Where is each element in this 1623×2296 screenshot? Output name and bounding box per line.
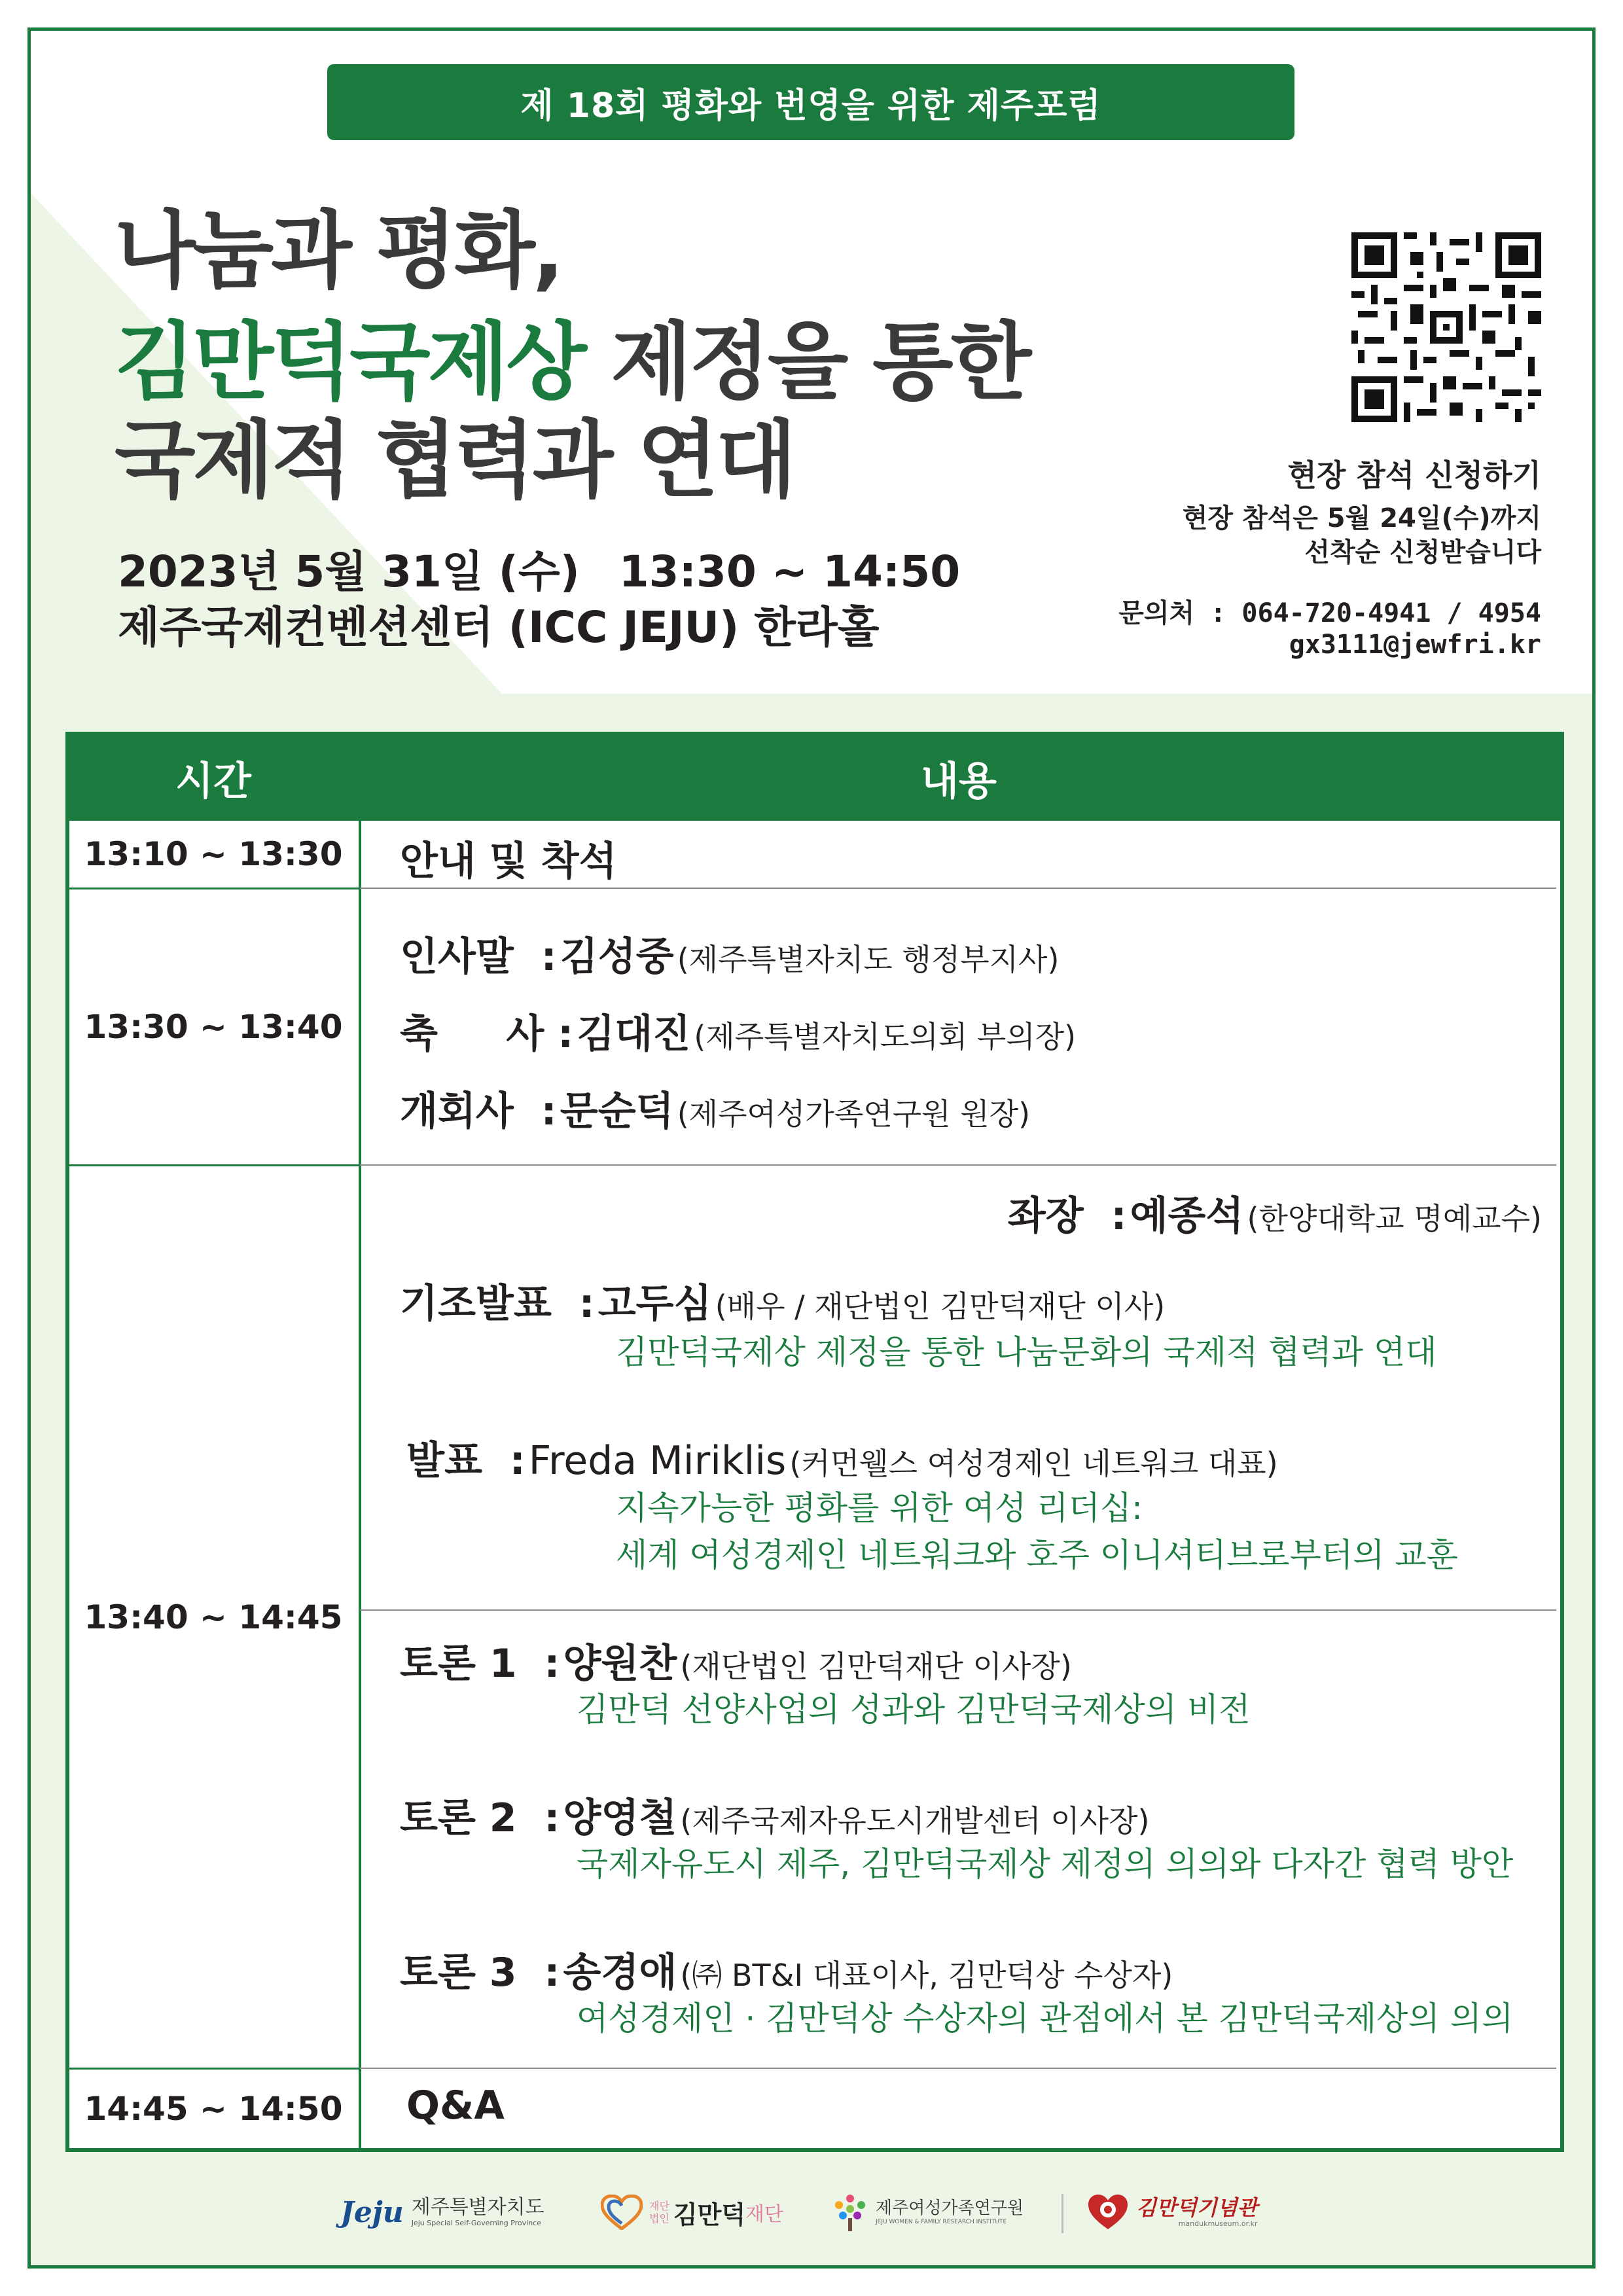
speaker-affiliation: (제주특별자치도 행정부지사) (677, 942, 1060, 977)
discussion-item-1 (400, 1632, 1072, 1689)
event-datetime (118, 537, 960, 599)
speaker-affiliation: (배우 / 재단법인 김만덕재단 이사) (715, 1289, 1166, 1324)
title-line-2 (115, 314, 1029, 411)
event-date: 2023년 5월 31일 (수) (118, 547, 580, 597)
title-line-2-rest: 제정을 통한 (584, 314, 1029, 411)
item-label: 좌장 : (1007, 1193, 1127, 1239)
opening-item (400, 1080, 1030, 1136)
speaker-affiliation: (제주특별자치도의회 부의장) (694, 1019, 1077, 1054)
item-label: 토론 1 : (400, 1641, 560, 1687)
presentation-topic-1: 지속가능한 평화를 위한 여성 리더십: (616, 1489, 1143, 1527)
tree-logo-icon (830, 2192, 870, 2233)
speaker-name: Freda Miriklis (528, 1438, 787, 1484)
museum-url: mandukmuseum.or.kr (1178, 2219, 1258, 2229)
header-time: 시간 (175, 759, 251, 804)
greeting-item (400, 925, 1059, 982)
registration-title[interactable]: 현장 참석 신청하기 (1287, 457, 1541, 493)
speaker-affiliation: (제주여성가족연구원 원장) (677, 1096, 1031, 1132)
heart-logo-icon (1086, 2193, 1130, 2232)
schedule-table (65, 732, 1564, 2152)
presentation-topic-2: 세계 여성경제인 네트워크와 호주 이니셔티브로부터의 교훈 (616, 1536, 1458, 1574)
row-divider (360, 1164, 1556, 1166)
discussion-topic-2: 국제자유도시 제주, 김만덕국제상 제정의 의의와 다자간 협력 방안 (577, 1845, 1514, 1883)
discussion-topic-3: 여성경제인 · 김만덕상 수상자의 관점에서 본 김만덕국제상의 의의 (577, 2000, 1514, 2037)
institute-name: 제주여성가족연구원 (876, 2198, 1024, 2218)
item-label: 발표 : (406, 1438, 526, 1484)
row-divider (360, 1609, 1556, 1611)
keynote-item (400, 1272, 1165, 1329)
presentation-item (406, 1429, 1278, 1486)
heart-logo-icon (601, 2195, 643, 2230)
speaker-name: 김성중 (560, 934, 674, 980)
item-label: 인사말 : (400, 934, 557, 980)
speaker-affiliation: (제주국제자유도시개발센터 이사장) (680, 1803, 1150, 1839)
item-label: 기조발표 : (400, 1281, 595, 1327)
speaker-affiliation: (커먼웰스 여성경제인 네트워크 대표) (789, 1446, 1278, 1481)
item-label: 토론 2 : (400, 1795, 560, 1841)
logo-divider (1061, 2194, 1063, 2233)
museum-logo (1086, 2179, 1257, 2245)
jeju-logo-mark: Jeju (340, 2195, 404, 2229)
congrats-item (400, 1003, 1076, 1059)
speaker-name: 김대진 (577, 1011, 691, 1057)
row-time: 14:45 ~ 14:50 (84, 2090, 343, 2128)
row-time: 13:40 ~ 14:45 (84, 1598, 343, 1636)
row-time: 13:10 ~ 13:30 (84, 835, 343, 873)
registration-note: 선착순 신청받습니다 (1304, 537, 1541, 567)
chair-affiliation: (한양대학교 명예교수) (1247, 1201, 1542, 1236)
speaker-name: 양원찬 (563, 1641, 677, 1687)
speaker-affiliation: (㈜ BT&I 대표이사, 김만덕상 수상자) (680, 1958, 1173, 1993)
item-label: 축 사 : (400, 1011, 574, 1057)
contact-email[interactable]: gx3111@jewfri.kr (1289, 630, 1541, 660)
column-divider (359, 821, 361, 2148)
speaker-affiliation: (재단법인 김만덕재단 이사장) (680, 1649, 1072, 1684)
item-label: 개회사 : (400, 1088, 557, 1134)
speaker-name: 고두심 (597, 1281, 712, 1327)
foundation-suffix: 재단 (745, 2203, 784, 2226)
chair-name: 예종석 (1130, 1193, 1244, 1239)
foundation-name: 김만덕 (673, 2200, 746, 2229)
title-line-1: 나눔과 평화, (115, 202, 562, 300)
foundation-prefix-2: 법인 (649, 2212, 669, 2225)
table-header (69, 736, 1560, 821)
jeju-name: 제주특별자치도 (411, 2196, 544, 2219)
foundation-prefix-1: 재단 (649, 2199, 669, 2212)
title-highlight: 김만덕국제상 (115, 314, 584, 411)
keynote-topic: 김만덕국제상 제정을 통한 나눔문화의 국제적 협력과 연대 (616, 1333, 1437, 1371)
speaker-name: 양영철 (563, 1795, 677, 1841)
speaker-name: 송경애 (563, 1950, 677, 1996)
chair-item (1008, 1185, 1542, 1241)
contact-phone: 문의처 : 064-720-4941 / 4954 (1118, 598, 1541, 628)
item-label: 토론 3 : (400, 1950, 560, 1996)
row-divider (360, 2068, 1556, 2069)
discussion-item-3 (400, 1941, 1173, 1998)
event-time: 13:30 ~ 14:50 (618, 547, 961, 597)
jeju-sub: Jeju Special Self-Governing Province (411, 2218, 541, 2227)
discussion-topic-1: 김만덕 선양사업의 성과와 김만덕국제상의 비전 (577, 1691, 1251, 1729)
institute-sub: JEJU WOMEN & FAMILY RESEARCH INSTITUTE (876, 2219, 1007, 2226)
row-time: 13:30 ~ 13:40 (84, 1008, 343, 1046)
forum-banner: 제 18회 평화와 번영을 위한 제주포럼 (327, 64, 1294, 140)
institute-logo (830, 2179, 1024, 2245)
discussion-item-2 (400, 1787, 1149, 1843)
row-divider (360, 888, 1556, 889)
row-content: 안내 및 착석 (400, 838, 617, 884)
jeju-logo (340, 2179, 544, 2245)
foundation-logo (601, 2179, 783, 2245)
speaker-name: 문순덕 (560, 1088, 674, 1134)
header-content: 내용 (921, 759, 997, 804)
qr-code-icon[interactable] (1351, 232, 1541, 422)
footer-logos (0, 2179, 1623, 2245)
title-line-3: 국제적 협력과 연대 (115, 412, 794, 509)
museum-name: 김만덕기념관 (1136, 2195, 1258, 2221)
registration-deadline: 현장 참석은 5월 24일(수)까지 (1182, 503, 1541, 533)
row-content: Q&A (406, 2083, 505, 2128)
event-venue: 제주국제컨벤션센터 (ICC JEJU) 한라홀 (118, 602, 880, 653)
